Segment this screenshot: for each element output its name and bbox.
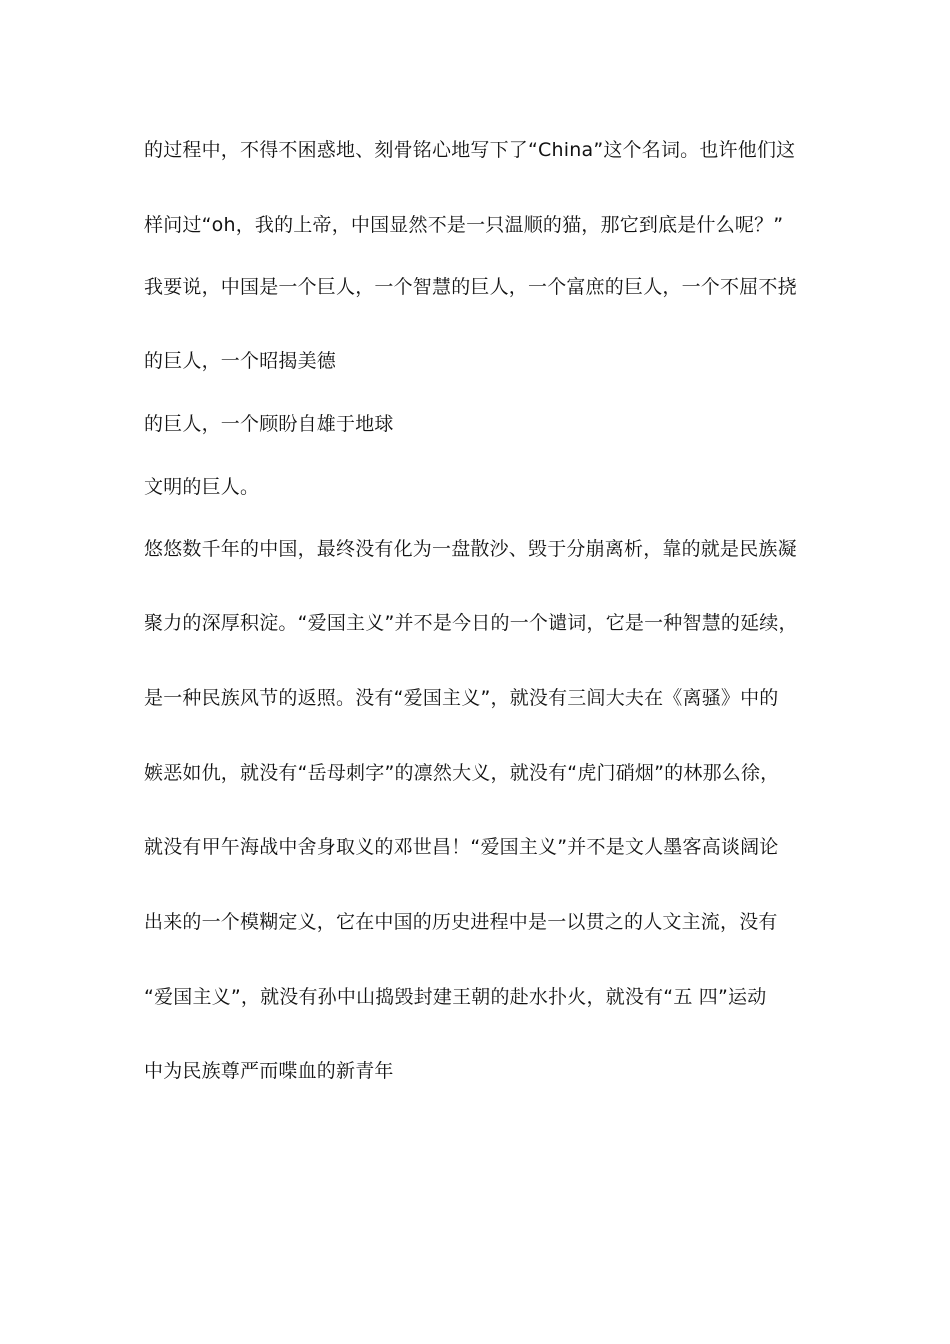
text-line: 样问过“oh，我的上帝，中国显然不是一只温顺的猫，那它到底是什么呢？”	[144, 214, 784, 236]
text-line: 聚力的深厚积淀。“爱国主义”并不是今日的一个谴词，它是一种智慧的延续，	[144, 612, 798, 634]
text-line: 是一种民族风节的返照。没有“爱国主义”，就没有三闾大夫在《离骚》中的	[144, 687, 779, 709]
text-line: 就没有甲午海战中舍身取义的邓世昌！“爱国主义”并不是文人墨客高谈阔论	[144, 836, 779, 858]
text-line: 嫉恶如仇，就没有“岳母刺字”的凛然大义，就没有“虎门硝烟”的林那么徐，	[144, 762, 780, 784]
text-line: 我要说，中国是一个巨人，一个智慧的巨人，一个富庶的巨人，一个不屈不挠	[144, 276, 797, 298]
text-line: 的巨人，一个昭揭美德	[144, 350, 337, 372]
text-line: 文明的巨人。	[144, 476, 260, 498]
text-line: 悠悠数千年的中国，最终没有化为一盘散沙、毁于分崩离析，靠的就是民族凝	[144, 538, 797, 560]
text-line: 的巨人，一个顾盼自雄于地球	[144, 413, 394, 435]
text-line: 中为民族尊严而喋血的新青年	[144, 1060, 394, 1082]
text-line: 出来的一个模糊定义，它在中国的历史进程中是一以贯之的人文主流，没有	[144, 911, 778, 933]
text-line: “爱国主义”，就没有孙中山捣毁封建王朝的赴水扑火，就没有“五 四”运动	[144, 986, 767, 1008]
text-line: 的过程中，不得不困惑地、刻骨铭心地写下了“China”这个名词。也许他们这	[144, 139, 796, 161]
